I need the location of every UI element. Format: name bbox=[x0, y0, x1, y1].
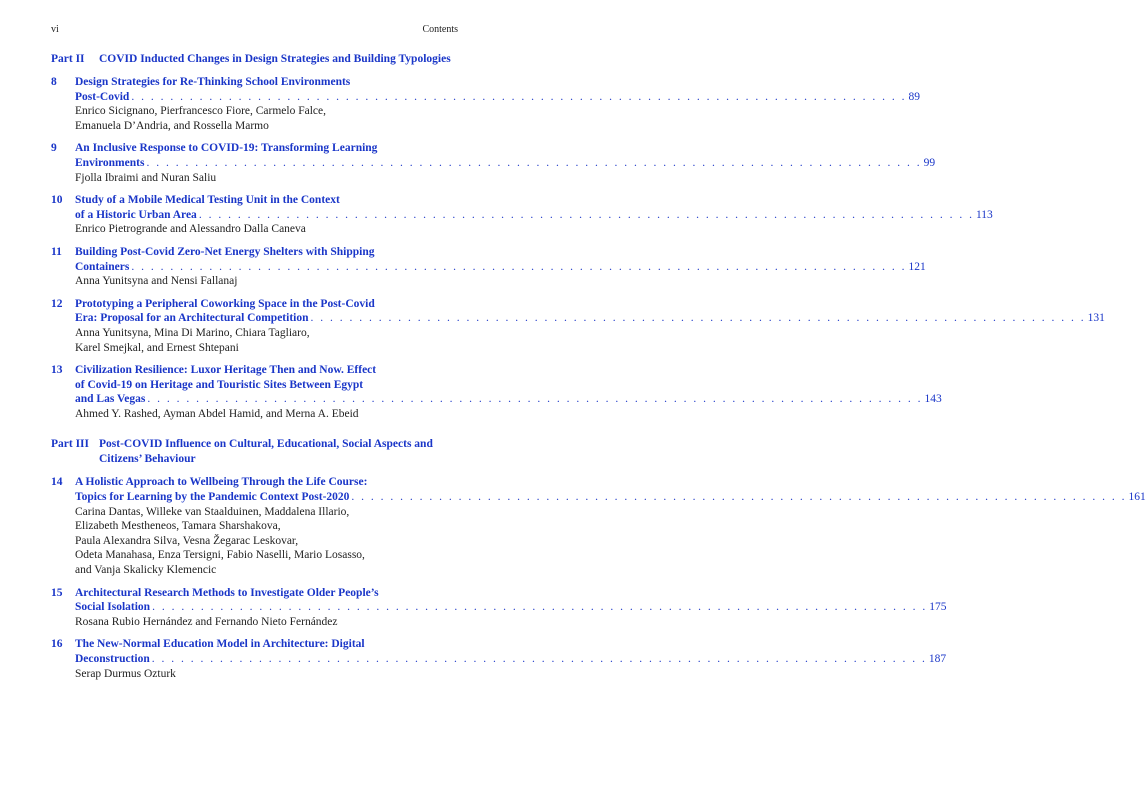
part-heading[interactable] bbox=[51, 437, 459, 467]
chapter-number: 12 bbox=[51, 297, 63, 310]
chapter-title-line[interactable]: Study of a Mobile Medical Testing Unit in the Context bbox=[75, 194, 340, 207]
dot-leader: . . . . . . . . . . . . . . . . . . . . . . . . . . . . . . . . . . . . . . . . . . . . . . . . . . . . . . . . . . . . . . . . . . . . . . . . . . . . . . . . bbox=[131, 90, 907, 103]
chapter-page-number[interactable]: 187 bbox=[928, 653, 947, 665]
toc-entry bbox=[51, 75, 920, 133]
chapter-page-number[interactable]: 175 bbox=[929, 601, 947, 614]
chapter-page-number[interactable]: 131 bbox=[1087, 312, 1105, 325]
chapter-title-last-line[interactable] bbox=[75, 652, 947, 667]
chapter-number: 8 bbox=[51, 76, 57, 88]
chapter-title-line[interactable]: Environments bbox=[75, 156, 145, 169]
chapter-authors: Odeta Manahasa, Enza Tersigni, Fabio Naselli, Mario Losasso, bbox=[75, 549, 365, 562]
toc-entry bbox=[51, 637, 947, 681]
chapter-authors: Rosana Rubio Hernández and Fernando Nieto Fernández bbox=[75, 615, 338, 628]
chapter-title-line[interactable]: Prototyping a Peripheral Coworking Space in the Post-Covid bbox=[75, 297, 375, 310]
chapter-title-last-line[interactable] bbox=[75, 156, 936, 171]
chapter-title-last-line[interactable] bbox=[75, 392, 942, 407]
chapter-body bbox=[75, 637, 947, 681]
chapter-title-line[interactable]: Design Strategies for Re-Thinking School Environments bbox=[75, 76, 351, 88]
chapter-body bbox=[75, 245, 926, 289]
chapter-body bbox=[75, 75, 920, 133]
chapter-number: 13 bbox=[51, 364, 63, 377]
chapter-authors: Enrico Pietrogrande and Alessandro Dalla Caneva bbox=[75, 223, 306, 236]
chapter-title-line[interactable]: The New-Normal Education Model in Architecture: Digital bbox=[75, 638, 365, 651]
chapter-number: 14 bbox=[51, 476, 63, 489]
chapter-body bbox=[75, 586, 947, 630]
chapter-authors: Anna Yunitsyna, Mina Di Marino, Chiara Tagliaro, bbox=[75, 326, 310, 339]
chapter-title-last-line[interactable] bbox=[75, 260, 926, 275]
chapter-body bbox=[75, 475, 1146, 577]
toc-entry bbox=[51, 475, 1146, 577]
chapter-title-last-line[interactable] bbox=[75, 90, 920, 105]
chapter-title-line[interactable]: A Holistic Approach to Wellbeing Through the Life Course: bbox=[75, 476, 368, 489]
chapter-body bbox=[75, 193, 993, 237]
table-of-contents bbox=[51, 52, 1146, 681]
chapter-authors: Enrico Sicignano, Pierfrancesco Fiore, Carmelo Falce, bbox=[75, 105, 327, 118]
chapter-page-number[interactable]: 99 bbox=[923, 156, 936, 169]
page-number-header: vi bbox=[51, 24, 59, 35]
dot-leader: . . . . . . . . . . . . . . . . . . . . . . . . . . . . . . . . . . . . . . . . . . . . . . . . . . . . . . . . . . . . . . . . . . . . . . . . . . . . . . . . bbox=[151, 653, 927, 665]
dot-leader: . . . . . . . . . . . . . . . . . . . . . . . . . . . . . . . . . . . . . . . . . . . . . . . . . . . . . . . . . . . . . . . . . . . . . . . . . . . . . . . . bbox=[198, 208, 974, 221]
chapter-authors: Carina Dantas, Willeke van Staalduinen, Maddalena Illario, bbox=[75, 505, 350, 518]
part-label: Part III bbox=[51, 438, 90, 451]
chapter-title-last-line[interactable] bbox=[75, 600, 947, 615]
chapter-title-line[interactable]: Topics for Learning by the Pandemic Context Post-2020 bbox=[75, 491, 350, 504]
chapter-authors: Ahmed Y. Rashed, Ayman Abdel Hamid, and Merna A. Ebeid bbox=[75, 407, 359, 420]
dot-leader: . . . . . . . . . . . . . . . . . . . . . . . . . . . . . . . . . . . . . . . . . . . . . . . . . . . . . . . . . . . . . . . . . . . . . . . . . . . . . . . . bbox=[152, 601, 928, 614]
chapter-page-number[interactable]: 161 bbox=[1128, 491, 1146, 504]
running-title: Contents bbox=[422, 24, 458, 35]
chapter-title-line[interactable]: and Las Vegas bbox=[75, 393, 146, 406]
chapter-title-last-line[interactable] bbox=[75, 311, 1105, 326]
toc-entry bbox=[51, 141, 936, 185]
part-title: Post-COVID Influence on Cultural, Educational, Social Aspects and Citizens’ Behaviour bbox=[99, 438, 433, 466]
chapter-number: 10 bbox=[51, 194, 63, 207]
part-title: COVID Inducted Changes in Design Strategies and Building Typologies bbox=[99, 53, 451, 65]
chapter-authors: Fjolla Ibraimi and Nuran Saliu bbox=[75, 171, 217, 184]
chapter-title-line[interactable]: of Covid-19 on Heritage and Touristic Sites Between Egypt bbox=[75, 378, 364, 391]
dot-leader: . . . . . . . . . . . . . . . . . . . . . . . . . . . . . . . . . . . . . . . . . . . . . . . . . . . . . . . . . . . . . . . . . . . . . . . . . . . . . . . . bbox=[351, 491, 1127, 504]
toc-entry bbox=[51, 193, 993, 237]
chapter-title-line[interactable]: Era: Proposal for an Architectural Competition bbox=[75, 312, 309, 325]
chapter-authors: Serap Durmus Ozturk bbox=[75, 667, 176, 680]
toc-entry bbox=[51, 586, 947, 630]
dot-leader: . . . . . . . . . . . . . . . . . . . . . . . . . . . . . . . . . . . . . . . . . . . . . . . . . . . . . . . . . . . . . . . . . . . . . . . . . . . . . . . . bbox=[147, 393, 923, 406]
chapter-title-line[interactable]: Containers bbox=[75, 260, 130, 273]
part-heading[interactable] bbox=[51, 52, 459, 67]
toc-entry bbox=[51, 297, 1105, 355]
chapter-title-last-line[interactable] bbox=[75, 208, 993, 223]
chapter-title-line[interactable]: of a Historic Urban Area bbox=[75, 208, 197, 221]
chapter-body bbox=[75, 141, 936, 185]
chapter-title-line[interactable]: Building Post-Covid Zero-Net Energy Shelters with Shipping bbox=[75, 245, 375, 258]
chapter-page-number[interactable]: 121 bbox=[908, 260, 926, 273]
chapter-number: 9 bbox=[51, 142, 57, 155]
chapter-title-line[interactable]: An Inclusive Response to COVID-19: Transforming Learning bbox=[75, 142, 378, 155]
chapter-page-number[interactable]: 113 bbox=[975, 208, 993, 221]
chapter-title-line[interactable]: Post-Covid bbox=[75, 90, 130, 103]
chapter-title-line[interactable]: Civilization Resilience: Luxor Heritage Then and Now. Effect bbox=[75, 364, 377, 377]
dot-leader: . . . . . . . . . . . . . . . . . . . . . . . . . . . . . . . . . . . . . . . . . . . . . . . . . . . . . . . . . . . . . . . . . . . . . . . . . . . . . . . . bbox=[310, 312, 1086, 325]
chapter-authors: Emanuela D’Andria, and Rossella Marmo bbox=[75, 119, 269, 132]
chapter-title-line[interactable]: Deconstruction bbox=[75, 653, 150, 665]
part-label: Part II bbox=[51, 53, 85, 65]
chapter-authors: Karel Smejkal, and Ernest Shtepani bbox=[75, 341, 239, 354]
chapter-number: 11 bbox=[51, 245, 62, 258]
chapter-page-number[interactable]: 143 bbox=[924, 393, 942, 406]
chapter-authors: Paula Alexandra Silva, Vesna Žegarac Leskovar, bbox=[75, 534, 299, 547]
chapter-body bbox=[75, 297, 1105, 355]
running-header bbox=[51, 24, 458, 35]
chapter-authors: and Vanja Skalicky Klemencic bbox=[75, 564, 217, 577]
chapter-number: 16 bbox=[51, 638, 63, 651]
dot-leader: . . . . . . . . . . . . . . . . . . . . . . . . . . . . . . . . . . . . . . . . . . . . . . . . . . . . . . . . . . . . . . . . . . . . . . . . . . . . . . . . bbox=[146, 156, 922, 169]
chapter-page-number[interactable]: 89 bbox=[908, 90, 920, 103]
chapter-number: 15 bbox=[51, 586, 63, 599]
toc-entry bbox=[51, 245, 926, 289]
chapter-authors: Anna Yunitsyna and Nensi Fallanaj bbox=[75, 275, 238, 288]
chapter-title-line[interactable]: Social Isolation bbox=[75, 601, 151, 614]
chapter-title-last-line[interactable] bbox=[75, 490, 1146, 505]
chapter-body bbox=[75, 363, 942, 421]
chapter-title-line[interactable]: Architectural Research Methods to Investigate Older People’s bbox=[75, 586, 379, 599]
chapter-authors: Elizabeth Mestheneos, Tamara Sharshakova, bbox=[75, 520, 281, 533]
dot-leader: . . . . . . . . . . . . . . . . . . . . . . . . . . . . . . . . . . . . . . . . . . . . . . . . . . . . . . . . . . . . . . . . . . . . . . . . . . . . . . . . bbox=[131, 260, 907, 273]
toc-entry bbox=[51, 363, 942, 421]
